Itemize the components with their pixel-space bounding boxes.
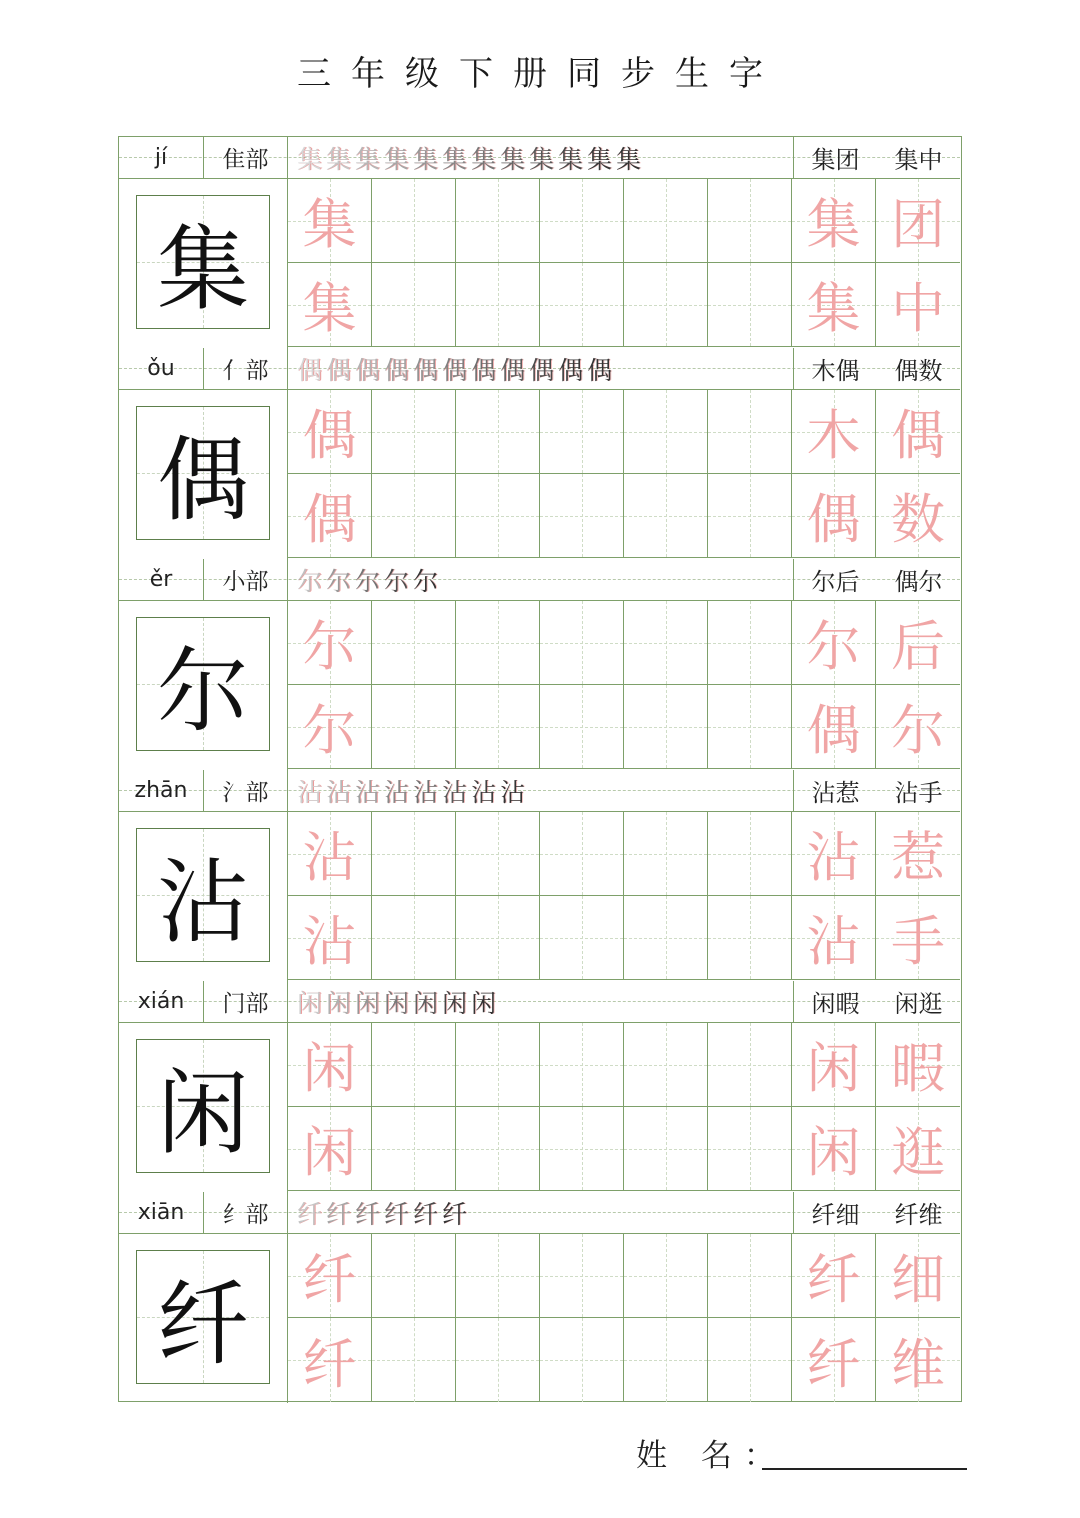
stroke-step: 偶 xyxy=(355,355,383,385)
radical: 小部 xyxy=(204,559,288,600)
stroke-step: 闲 xyxy=(355,988,383,1018)
stroke-step: 集 xyxy=(384,144,412,174)
stroke-step: 尔 xyxy=(355,566,383,596)
word-trace-cell[interactable] xyxy=(792,179,876,263)
trace-character: 尔 xyxy=(302,615,357,678)
stroke-step: 偶 xyxy=(500,355,528,385)
words-header xyxy=(793,981,960,1022)
stroke-step: 集 xyxy=(442,144,470,174)
word-trace-cell[interactable] xyxy=(876,179,960,263)
trace-cell[interactable] xyxy=(288,474,372,558)
word-trace-cell[interactable] xyxy=(876,812,960,896)
character-header-row xyxy=(119,348,960,390)
stroke-step: 集 xyxy=(326,144,354,174)
writing-cell[interactable] xyxy=(456,685,540,769)
writing-cell[interactable] xyxy=(624,390,708,474)
stroke-step: 沾 xyxy=(471,777,499,807)
character-block xyxy=(119,770,960,981)
writing-cell[interactable] xyxy=(456,1023,540,1107)
writing-cell[interactable] xyxy=(708,474,792,558)
stroke-step: 纤 xyxy=(384,1199,412,1229)
stroke-step: 沾 xyxy=(297,777,325,807)
stroke-step: 沾 xyxy=(384,777,412,807)
word-trace-character: 细 xyxy=(891,1248,945,1311)
word-trace-character: 木 xyxy=(806,404,861,467)
stroke-step: 偶 xyxy=(326,355,354,385)
writing-cell[interactable] xyxy=(540,1318,624,1402)
stroke-step: 纤 xyxy=(355,1199,383,1229)
word-trace-cell[interactable] xyxy=(792,685,876,769)
name-blank-line[interactable] xyxy=(762,1468,967,1470)
stroke-step: 闲 xyxy=(471,988,499,1018)
stroke-step: 集 xyxy=(616,144,644,174)
word-trace-cell[interactable] xyxy=(792,601,876,685)
word-trace-cell[interactable] xyxy=(876,263,960,347)
model-character-cell xyxy=(119,812,288,981)
writing-cell[interactable] xyxy=(456,263,540,347)
words-header xyxy=(793,348,960,389)
writing-cell[interactable] xyxy=(624,896,708,980)
model-character-box xyxy=(136,1250,270,1384)
writing-cell[interactable] xyxy=(372,263,456,347)
stroke-step: 尔 xyxy=(297,566,325,596)
practice-grid xyxy=(288,1234,960,1403)
trace-character: 闲 xyxy=(302,1121,357,1184)
writing-cell[interactable] xyxy=(540,896,624,980)
model-character-box xyxy=(136,617,270,751)
words-header xyxy=(793,1192,960,1233)
trace-cell[interactable] xyxy=(288,263,372,347)
stroke-step: 闲 xyxy=(442,988,470,1018)
stroke-step: 沾 xyxy=(442,777,470,807)
radical: 氵部 xyxy=(204,770,288,811)
practice-sheet xyxy=(118,136,962,1402)
word-trace-cell[interactable] xyxy=(876,896,960,980)
writing-cell[interactable] xyxy=(540,263,624,347)
word-trace-cell[interactable] xyxy=(792,812,876,896)
practice-grid xyxy=(288,601,960,770)
word-trace-cell[interactable] xyxy=(792,1234,876,1318)
writing-cell[interactable] xyxy=(708,685,792,769)
page-title: 三年级下册同步生字 xyxy=(297,54,783,94)
model-character-box xyxy=(136,195,270,329)
writing-cell[interactable] xyxy=(372,179,456,263)
practice-grid xyxy=(288,390,960,559)
model-character-box xyxy=(136,1039,270,1173)
word-trace-character: 数 xyxy=(891,488,945,551)
trace-cell[interactable] xyxy=(288,1318,372,1402)
writing-cell[interactable] xyxy=(456,812,540,896)
trace-cell[interactable] xyxy=(288,896,372,980)
model-character-cell xyxy=(119,179,288,348)
word-trace-character: 尔 xyxy=(806,615,861,678)
word-trace-character: 尔 xyxy=(891,699,945,762)
stroke-order-sequence xyxy=(297,348,792,389)
word-trace-cell[interactable] xyxy=(876,1234,960,1318)
stroke-step: 偶 xyxy=(471,355,499,385)
writing-cell[interactable] xyxy=(624,812,708,896)
character-block xyxy=(119,1192,960,1403)
pinyin: ěr xyxy=(119,559,204,600)
character-header-row xyxy=(119,137,960,179)
writing-cell[interactable] xyxy=(624,685,708,769)
trace-character: 偶 xyxy=(302,488,357,551)
writing-cell[interactable] xyxy=(708,601,792,685)
word-trace-cell[interactable] xyxy=(792,474,876,558)
stroke-step: 集 xyxy=(297,144,325,174)
word-trace-character: 维 xyxy=(891,1332,945,1396)
pinyin: xiān xyxy=(119,1192,204,1233)
stroke-step: 集 xyxy=(500,144,528,174)
model-character-box xyxy=(136,406,270,540)
word-trace-character: 惹 xyxy=(891,826,945,889)
stroke-step: 集 xyxy=(471,144,499,174)
word-trace-cell[interactable] xyxy=(876,474,960,558)
writing-cell[interactable] xyxy=(624,263,708,347)
writing-cell[interactable] xyxy=(624,1023,708,1107)
writing-cell[interactable] xyxy=(540,1023,624,1107)
trace-character: 集 xyxy=(302,277,357,340)
writing-cell[interactable] xyxy=(540,812,624,896)
writing-cell[interactable] xyxy=(372,474,456,558)
word-trace-cell[interactable] xyxy=(792,896,876,980)
trace-character: 纤 xyxy=(302,1248,357,1311)
word-trace-character: 纤 xyxy=(806,1248,861,1311)
writing-cell[interactable] xyxy=(624,601,708,685)
writing-cell[interactable] xyxy=(372,390,456,474)
stroke-step: 沾 xyxy=(326,777,354,807)
writing-cell[interactable] xyxy=(456,1234,540,1318)
stroke-step: 尔 xyxy=(326,566,354,596)
word-trace-character: 暇 xyxy=(891,1037,945,1100)
word-trace-cell[interactable] xyxy=(792,1023,876,1107)
word-trace-character: 纤 xyxy=(806,1332,861,1396)
word-label: 沾手 xyxy=(894,779,943,807)
writing-cell[interactable] xyxy=(540,601,624,685)
writing-cell[interactable] xyxy=(540,685,624,769)
character-block xyxy=(119,981,960,1192)
word-label: 集团 xyxy=(811,146,860,174)
trace-character: 集 xyxy=(302,193,357,256)
writing-cell[interactable] xyxy=(708,263,792,347)
writing-cell[interactable] xyxy=(708,179,792,263)
words-header xyxy=(793,137,960,178)
model-character-cell xyxy=(119,1023,288,1192)
word-trace-character: 闲 xyxy=(806,1121,861,1184)
word-label: 闲逛 xyxy=(894,990,943,1018)
writing-cell[interactable] xyxy=(540,179,624,263)
word-trace-character: 集 xyxy=(806,277,861,340)
model-character: 尔 xyxy=(156,638,249,745)
trace-cell[interactable] xyxy=(288,1107,372,1191)
stroke-step: 沾 xyxy=(355,777,383,807)
stroke-step: 尔 xyxy=(413,566,441,596)
stroke-order-sequence xyxy=(297,559,792,600)
character-block xyxy=(119,348,960,559)
word-trace-cell[interactable] xyxy=(876,685,960,769)
word-trace-cell[interactable] xyxy=(792,263,876,347)
word-trace-cell[interactable] xyxy=(876,1023,960,1107)
trace-cell[interactable] xyxy=(288,179,372,263)
writing-cell[interactable] xyxy=(624,1107,708,1191)
stroke-step: 偶 xyxy=(558,355,586,385)
stroke-order-sequence xyxy=(297,1192,792,1233)
writing-cell[interactable] xyxy=(708,1107,792,1191)
stroke-step: 闲 xyxy=(413,988,441,1018)
trace-character: 沾 xyxy=(302,910,357,973)
word-trace-character: 中 xyxy=(891,277,945,340)
stroke-step: 闲 xyxy=(297,988,325,1018)
pinyin: xián xyxy=(119,981,204,1022)
word-trace-cell[interactable] xyxy=(792,1107,876,1191)
writing-cell[interactable] xyxy=(372,1234,456,1318)
practice-grid xyxy=(288,179,960,348)
model-character: 集 xyxy=(156,216,249,323)
character-block xyxy=(119,559,960,770)
model-character-cell xyxy=(119,601,288,770)
character-header-row xyxy=(119,559,960,601)
trace-character: 偶 xyxy=(302,404,357,467)
model-character: 沾 xyxy=(156,849,249,956)
words-header xyxy=(793,559,960,600)
word-trace-cell[interactable] xyxy=(876,601,960,685)
writing-cell[interactable] xyxy=(708,390,792,474)
trace-cell[interactable] xyxy=(288,1023,372,1107)
practice-grid xyxy=(288,812,960,981)
radical: 隹部 xyxy=(204,137,288,178)
stroke-step: 纤 xyxy=(413,1199,441,1229)
writing-cell[interactable] xyxy=(708,896,792,980)
writing-cell[interactable] xyxy=(540,474,624,558)
trace-character: 沾 xyxy=(302,826,357,889)
practice-grid xyxy=(288,1023,960,1192)
word-label: 沾惹 xyxy=(811,779,860,807)
trace-cell[interactable] xyxy=(288,685,372,769)
model-character-box xyxy=(136,828,270,962)
word-trace-character: 集 xyxy=(806,193,861,256)
model-character: 偶 xyxy=(156,427,249,534)
stroke-step: 偶 xyxy=(413,355,441,385)
pinyin: ǒu xyxy=(119,348,204,389)
stroke-step: 集 xyxy=(529,144,557,174)
word-trace-character: 偶 xyxy=(806,699,861,762)
stroke-step: 集 xyxy=(355,144,383,174)
trace-character: 纤 xyxy=(302,1332,357,1396)
writing-cell[interactable] xyxy=(456,1107,540,1191)
words-header xyxy=(793,770,960,811)
stroke-step: 纤 xyxy=(297,1199,325,1229)
word-trace-cell[interactable] xyxy=(876,1107,960,1191)
word-label: 尔后 xyxy=(811,568,860,596)
writing-cell[interactable] xyxy=(708,812,792,896)
model-character-cell xyxy=(119,1234,288,1403)
writing-cell[interactable] xyxy=(624,474,708,558)
stroke-step: 集 xyxy=(587,144,615,174)
stroke-order-sequence xyxy=(297,137,792,178)
radical: 门部 xyxy=(204,981,288,1022)
pinyin: zhān xyxy=(119,770,204,811)
word-trace-character: 手 xyxy=(891,910,945,973)
word-label: 木偶 xyxy=(811,357,860,385)
writing-cell[interactable] xyxy=(372,1023,456,1107)
word-label: 闲暇 xyxy=(811,990,860,1018)
word-trace-character: 团 xyxy=(891,193,945,256)
trace-cell[interactable] xyxy=(288,812,372,896)
writing-cell[interactable] xyxy=(624,179,708,263)
trace-character: 闲 xyxy=(302,1037,357,1100)
word-trace-character: 偶 xyxy=(806,488,861,551)
model-character: 闲 xyxy=(156,1060,249,1167)
writing-cell[interactable] xyxy=(456,1318,540,1402)
stroke-step: 闲 xyxy=(326,988,354,1018)
trace-cell[interactable] xyxy=(288,390,372,474)
writing-cell[interactable] xyxy=(456,179,540,263)
writing-cell[interactable] xyxy=(708,1023,792,1107)
word-trace-character: 后 xyxy=(891,615,945,678)
word-label: 纤细 xyxy=(811,1201,860,1229)
writing-cell[interactable] xyxy=(456,390,540,474)
word-trace-character: 沾 xyxy=(806,910,861,973)
word-trace-character: 偶 xyxy=(891,404,945,467)
radical: 亻部 xyxy=(204,348,288,389)
writing-cell[interactable] xyxy=(708,1234,792,1318)
trace-character: 尔 xyxy=(302,699,357,762)
writing-cell[interactable] xyxy=(372,685,456,769)
writing-cell[interactable] xyxy=(456,601,540,685)
writing-cell[interactable] xyxy=(372,1107,456,1191)
word-trace-character: 沾 xyxy=(806,826,861,889)
radical: 纟部 xyxy=(204,1192,288,1233)
character-header-row xyxy=(119,981,960,1023)
word-trace-character: 逛 xyxy=(891,1121,945,1184)
writing-cell[interactable] xyxy=(624,1318,708,1402)
writing-cell[interactable] xyxy=(540,390,624,474)
name-label: 姓 名： xyxy=(636,1438,787,1474)
stroke-order-sequence xyxy=(297,981,792,1022)
writing-cell[interactable] xyxy=(540,1234,624,1318)
writing-cell[interactable] xyxy=(372,601,456,685)
word-label: 集中 xyxy=(894,146,943,174)
stroke-step: 偶 xyxy=(442,355,470,385)
stroke-step: 沾 xyxy=(500,777,528,807)
writing-cell[interactable] xyxy=(372,812,456,896)
word-label: 偶尔 xyxy=(894,568,943,596)
word-trace-cell[interactable] xyxy=(792,1318,876,1402)
stroke-step: 偶 xyxy=(587,355,615,385)
word-label: 偶数 xyxy=(894,357,943,385)
writing-cell[interactable] xyxy=(372,1318,456,1402)
stroke-step: 偶 xyxy=(529,355,557,385)
writing-cell[interactable] xyxy=(624,1234,708,1318)
trace-cell[interactable] xyxy=(288,1234,372,1318)
writing-cell[interactable] xyxy=(708,1318,792,1402)
word-trace-cell[interactable] xyxy=(792,390,876,474)
stroke-step: 集 xyxy=(413,144,441,174)
stroke-step: 集 xyxy=(558,144,586,174)
stroke-step: 偶 xyxy=(384,355,412,385)
writing-cell[interactable] xyxy=(456,896,540,980)
stroke-order-sequence xyxy=(297,770,792,811)
word-trace-cell[interactable] xyxy=(876,1318,960,1402)
stroke-step: 偶 xyxy=(297,355,325,385)
trace-cell[interactable] xyxy=(288,601,372,685)
pinyin: jí xyxy=(119,137,204,178)
character-block xyxy=(119,137,960,348)
character-header-row xyxy=(119,1192,960,1234)
stroke-step: 沾 xyxy=(413,777,441,807)
writing-cell[interactable] xyxy=(456,474,540,558)
stroke-step: 纤 xyxy=(442,1199,470,1229)
stroke-step: 闲 xyxy=(384,988,412,1018)
word-trace-character: 闲 xyxy=(806,1037,861,1100)
stroke-step: 尔 xyxy=(384,566,412,596)
model-character: 纤 xyxy=(156,1271,249,1378)
word-trace-cell[interactable] xyxy=(876,390,960,474)
writing-cell[interactable] xyxy=(372,896,456,980)
writing-cell[interactable] xyxy=(540,1107,624,1191)
word-label: 纤维 xyxy=(894,1201,943,1229)
stroke-step: 纤 xyxy=(326,1199,354,1229)
model-character-cell xyxy=(119,390,288,559)
character-header-row xyxy=(119,770,960,812)
